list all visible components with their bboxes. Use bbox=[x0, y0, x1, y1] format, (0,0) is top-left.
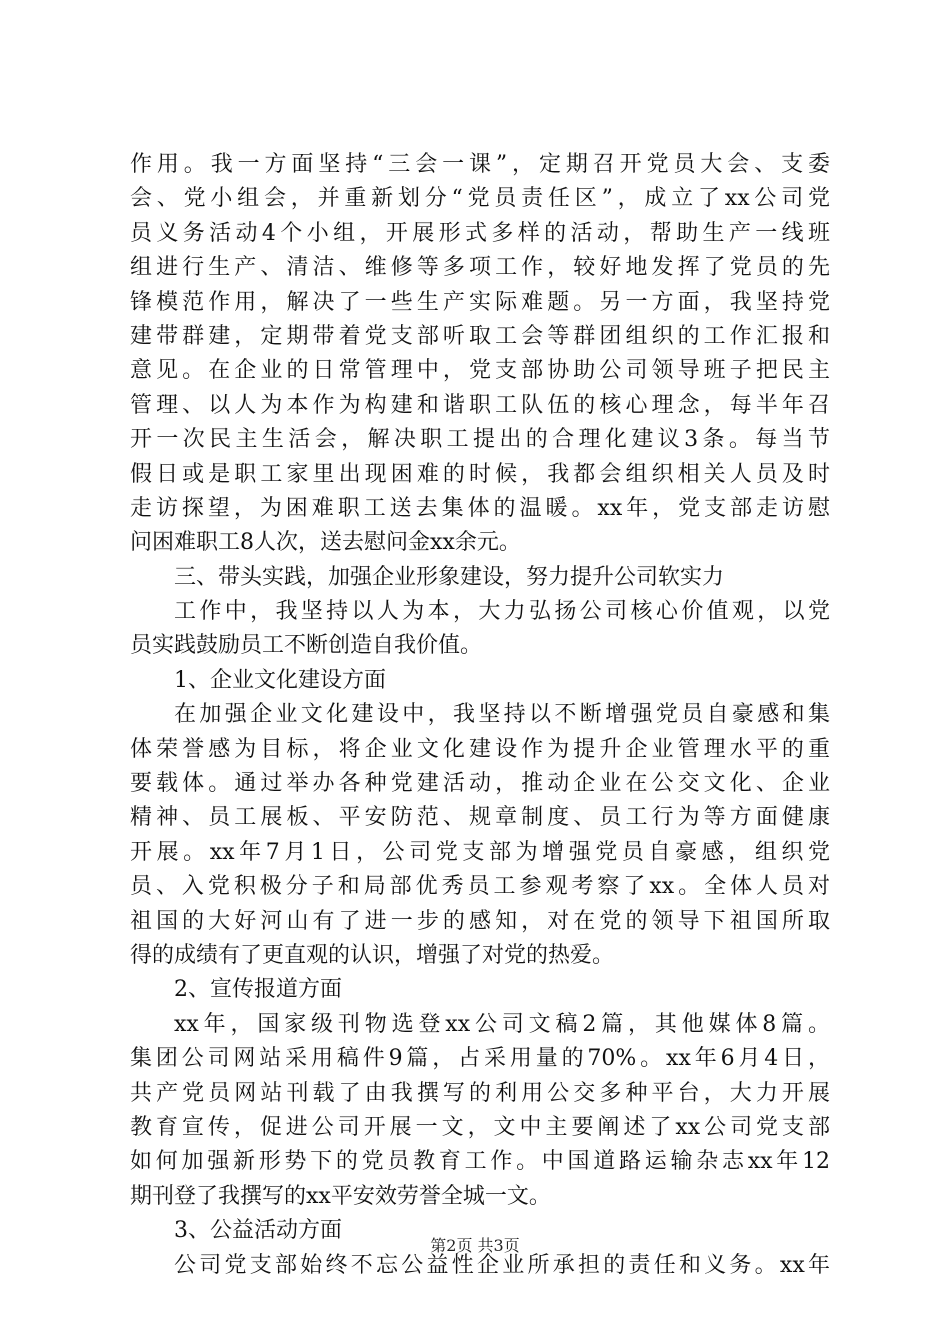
text-line: 建带群建，定期带着党支部听取工会等群团组织的工作汇报和 bbox=[130, 323, 830, 349]
text-line: 体荣誉感为目标，将企业文化建设作为提升企业管理水平的重 bbox=[130, 736, 830, 762]
text-line: 工作中，我坚持以人为本，大力弘扬公司核心价值观，以党 bbox=[174, 599, 830, 625]
text-line: 要载体。通过举办各种党建活动，推动企业在公交文化、企业 bbox=[130, 771, 830, 797]
text-line: 员义务活动4个小组，开展形式多样的活动，帮助生产一线班 bbox=[130, 220, 830, 246]
text-line: 共产党员网站刊载了由我撰写的利用公交多种平台，大力开展 bbox=[130, 1080, 830, 1106]
text-line: 员、入党积极分子和局部优秀员工参观考察了xx。全体人员对 bbox=[130, 874, 830, 900]
subsection-heading: 2、宣传报道方面 bbox=[174, 977, 342, 1003]
text-line: 在加强企业文化建设中，我坚持以不断增强党员自豪感和集 bbox=[174, 702, 830, 728]
text-line: 开一次民主生活会，解决职工提出的合理化建议3条。每当节 bbox=[130, 427, 830, 453]
subsection-heading: 3、公益活动方面 bbox=[174, 1218, 342, 1244]
text-line: 管理、以人为本作为构建和谐职工队伍的核心理念，每半年召 bbox=[130, 392, 830, 418]
text-line: 假日或是职工家里出现困难的时候，我都会组织相关人员及时 bbox=[130, 461, 830, 487]
text-line: 如何加强新形势下的党员教育工作。中国道路运输杂志xx年12 bbox=[130, 1149, 830, 1175]
text-line: 意见。在企业的日常管理中，党支部协助公司领导班子把民主 bbox=[130, 358, 830, 384]
subsection-heading: 1、企业文化建设方面 bbox=[174, 667, 386, 693]
page-footer: 第2页 共3页 bbox=[430, 1236, 520, 1255]
text-line: 锋模范作用，解决了一些生产实际难题。另一方面，我坚持党 bbox=[130, 289, 830, 315]
text-line: 期刊登了我撰写的xx平安效劳誉全城一文。 bbox=[130, 1183, 551, 1209]
text-line: 精神、员工展板、平安防范、规章制度、员工行为等方面健康 bbox=[130, 805, 830, 831]
text-line: 祖国的大好河山有了进一步的感知，对在党的领导下祖国所取 bbox=[130, 908, 830, 934]
section-heading: 三、带头实践，加强企业形象建设，努力提升公司软实力 bbox=[174, 564, 725, 590]
text-line: 走访探望，为困难职工送去集体的温暖。xx年，党支部走访慰 bbox=[130, 495, 830, 521]
text-line: 教育宣传，促进公司开展一文，文中主要阐述了xx公司党支部 bbox=[130, 1114, 830, 1140]
text-line: 组进行生产、清洁、维修等多项工作，较好地发挥了党员的先 bbox=[130, 255, 830, 281]
text-line: 开展。xx年7月1日，公司党支部为增强党员自豪感，组织党 bbox=[130, 839, 830, 865]
text-line: 作用。我一方面坚持“三会一课”，定期召开党员大会、支委 bbox=[130, 152, 830, 177]
text-line: 集团公司网站采用稿件9篇，占采用量的70%。xx年6月4日， bbox=[130, 1046, 830, 1072]
text-line: 员实践鼓励员工不断创造自我价值。 bbox=[130, 633, 483, 659]
text-line: 问困难职工8人次，送去慰问金xx余元。 bbox=[130, 530, 521, 556]
text-line: 得的成绩有了更直观的认识，增强了对党的热爱。 bbox=[130, 942, 615, 968]
document-body bbox=[130, 148, 830, 1283]
text-line: xx年，国家级刊物选登xx公司文稿2篇，其他媒体8篇。 bbox=[174, 1011, 830, 1037]
text-line: 会、党小组会，并重新划分“党员责任区”，成立了xx公司党 bbox=[130, 186, 830, 212]
text-line: 公司党支部始终不忘公益性企业所承担的责任和义务。xx年 bbox=[174, 1252, 830, 1278]
